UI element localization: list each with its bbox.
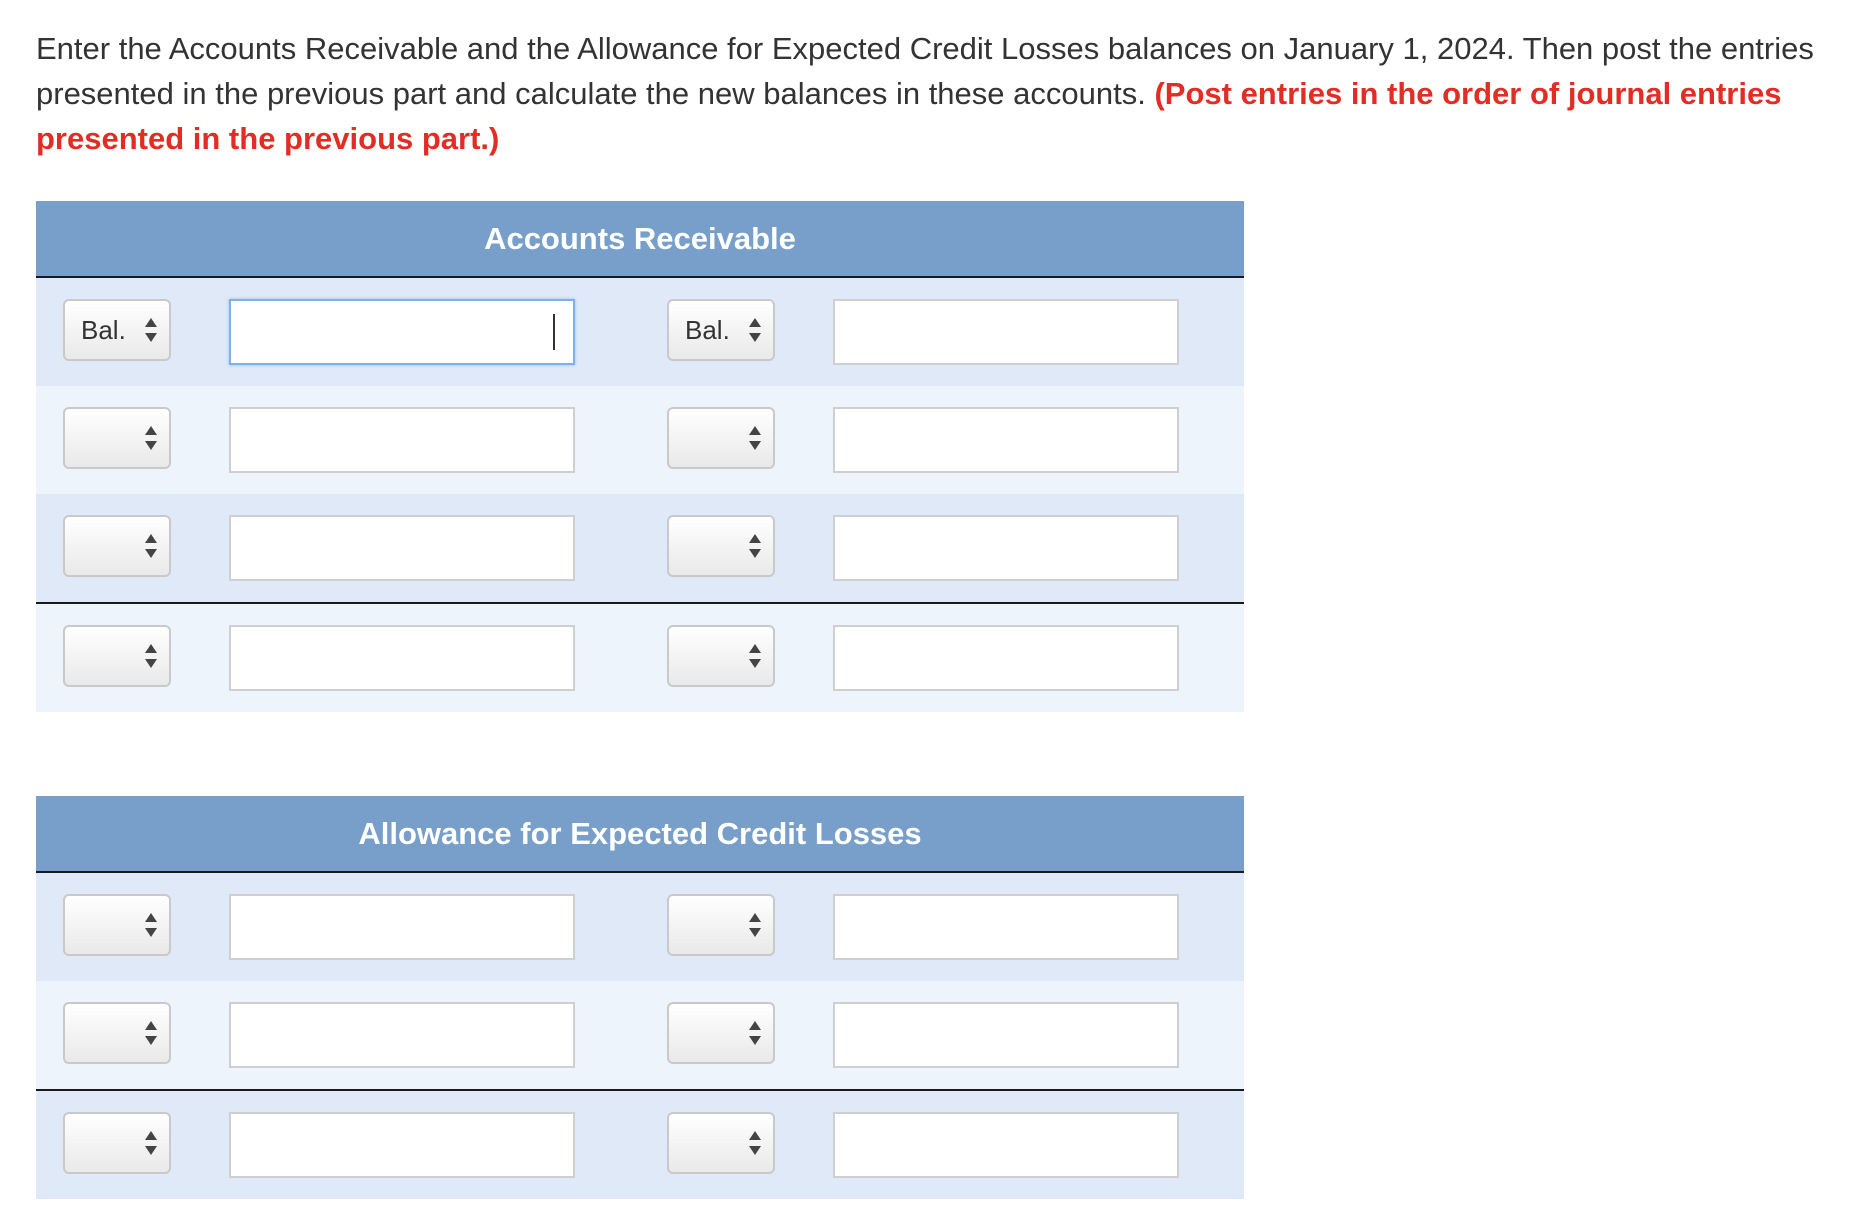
credit-amount-input[interactable] bbox=[833, 407, 1179, 473]
instructions-hint: (Post entries in the order of journal entries presented in the previous part.) bbox=[36, 76, 1782, 156]
select-arrows-icon bbox=[749, 1131, 761, 1155]
debit-amount-input[interactable] bbox=[229, 625, 575, 691]
credit-amount-input[interactable] bbox=[833, 894, 1179, 960]
t-row bbox=[36, 386, 1244, 494]
debit-side bbox=[36, 386, 640, 494]
debit-side bbox=[36, 873, 640, 981]
debit-side bbox=[36, 278, 640, 386]
select-value: Bal. bbox=[685, 314, 730, 345]
credit-side bbox=[640, 386, 1244, 494]
debit-label-select[interactable] bbox=[63, 1112, 171, 1174]
credit-amount-input[interactable] bbox=[833, 515, 1179, 581]
credit-side bbox=[640, 981, 1244, 1089]
debit-label-select[interactable] bbox=[63, 407, 171, 469]
credit-label-select[interactable] bbox=[667, 515, 775, 577]
select-arrows-icon bbox=[145, 1131, 157, 1155]
accounts-receivable-t-account bbox=[36, 201, 1244, 712]
debit-side bbox=[36, 981, 640, 1089]
select-arrows-icon bbox=[749, 1021, 761, 1045]
select-arrows-icon bbox=[145, 318, 157, 342]
t-row bbox=[36, 278, 1244, 386]
select-arrows-icon bbox=[749, 913, 761, 937]
select-arrows-icon bbox=[145, 913, 157, 937]
debit-amount-input[interactable] bbox=[229, 894, 575, 960]
instructions-main: Enter the Accounts Receivable and the Allowance for Expected Credit Losses balances on January 1, 2024. Then post the entries presented in the previous part and calculate the new balances in these accounts. bbox=[36, 31, 1814, 111]
debit-label-select[interactable] bbox=[63, 299, 171, 361]
credit-amount-input[interactable] bbox=[833, 625, 1179, 691]
credit-amount-input[interactable] bbox=[833, 1002, 1179, 1068]
debit-label-select[interactable] bbox=[63, 1002, 171, 1064]
accounts-receivable-title: Accounts Receivable bbox=[36, 201, 1244, 278]
credit-side bbox=[640, 278, 1244, 386]
credit-amount-input[interactable] bbox=[833, 299, 1179, 365]
select-value: Bal. bbox=[81, 314, 126, 345]
debit-amount-input[interactable] bbox=[229, 1002, 575, 1068]
credit-label-select[interactable] bbox=[667, 625, 775, 687]
debit-amount-input[interactable] bbox=[229, 407, 575, 473]
t-row bbox=[36, 873, 1244, 981]
credit-side bbox=[640, 604, 1244, 712]
allowance-title: Allowance for Expected Credit Losses bbox=[36, 796, 1244, 873]
debit-label-select[interactable] bbox=[63, 625, 171, 687]
debit-amount-input[interactable] bbox=[229, 515, 575, 581]
debit-label-select[interactable] bbox=[63, 894, 171, 956]
select-arrows-icon bbox=[145, 1021, 157, 1045]
allowance-t-account bbox=[36, 796, 1244, 1199]
debit-amount-input[interactable] bbox=[229, 299, 575, 365]
select-arrows-icon bbox=[145, 426, 157, 450]
debit-side bbox=[36, 1091, 640, 1199]
credit-label-select[interactable] bbox=[667, 299, 775, 361]
t-row bbox=[36, 494, 1244, 602]
credit-side bbox=[640, 873, 1244, 981]
t-row bbox=[36, 981, 1244, 1089]
t-row-balance bbox=[36, 1089, 1244, 1199]
debit-side bbox=[36, 604, 640, 712]
credit-side bbox=[640, 494, 1244, 602]
instructions-text bbox=[36, 26, 1836, 161]
select-arrows-icon bbox=[749, 534, 761, 558]
credit-side bbox=[640, 1091, 1244, 1199]
t-row-balance bbox=[36, 602, 1244, 712]
credit-label-select[interactable] bbox=[667, 894, 775, 956]
credit-label-select[interactable] bbox=[667, 1112, 775, 1174]
debit-side bbox=[36, 494, 640, 602]
select-arrows-icon bbox=[145, 534, 157, 558]
debit-label-select[interactable] bbox=[63, 515, 171, 577]
credit-label-select[interactable] bbox=[667, 407, 775, 469]
select-arrows-icon bbox=[749, 318, 761, 342]
credit-label-select[interactable] bbox=[667, 1002, 775, 1064]
credit-amount-input[interactable] bbox=[833, 1112, 1179, 1178]
text-cursor bbox=[553, 314, 555, 350]
select-arrows-icon bbox=[749, 426, 761, 450]
select-arrows-icon bbox=[749, 644, 761, 668]
debit-amount-input[interactable] bbox=[229, 1112, 575, 1178]
select-arrows-icon bbox=[145, 644, 157, 668]
